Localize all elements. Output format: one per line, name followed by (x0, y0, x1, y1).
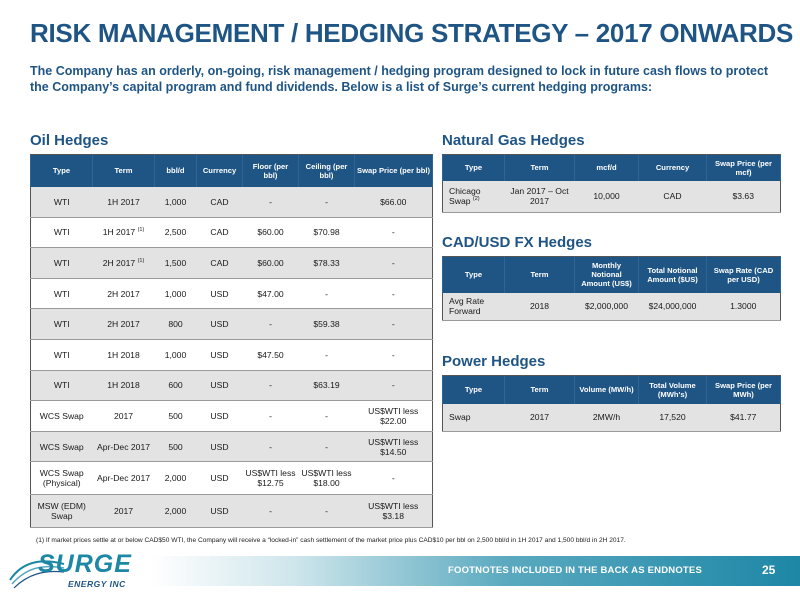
table-cell-bbld: 1,000 (155, 339, 197, 370)
column-header: Total Volume (MWh's) (639, 376, 707, 404)
column-header: Term (505, 257, 575, 293)
table-cell-swap: - (355, 278, 433, 309)
table-cell-volume: 10,000 (575, 181, 639, 213)
table-row (443, 404, 781, 432)
table-cell-ceiling: $59.38 (299, 309, 355, 340)
table-cell-floor: $47.00 (243, 278, 299, 309)
table-row (31, 339, 433, 370)
power-hedges-heading: Power Hedges (442, 353, 546, 370)
table-cell-bbld: 2,000 (155, 462, 197, 495)
table-cell-total: 17,520 (639, 404, 707, 432)
column-header: Total Notional Amount ($US) (639, 257, 707, 293)
table-cell-term: 2H 2017 $^{(1)}$ (93, 248, 155, 279)
table-cell-type: WTI (31, 309, 93, 340)
table-cell-bbld: 500 (155, 401, 197, 432)
table-row (31, 495, 433, 528)
table-cell-floor: - (243, 187, 299, 218)
fx-hedges-heading: CAD/USD FX Hedges (442, 234, 593, 251)
table-cell-floor: - (243, 495, 299, 528)
table-cell-term: 2H 2017 (93, 278, 155, 309)
table-cell-ceiling: $70.98 (299, 217, 355, 248)
table-row (443, 181, 781, 213)
table-cell-term: 2017 (93, 401, 155, 432)
column-header: Ceiling (per bbl) (299, 155, 355, 187)
intro-paragraph: The Company has an orderly, on-going, risk management / hedging program designed to lock in future cash flows to protect the Company’s capital program and fund dividends. Below is a list of Surge’s current hedging programs: (30, 64, 769, 94)
column-header: Swap Price (per mcf) (707, 155, 781, 181)
table-cell-currency: USD (197, 278, 243, 309)
table-cell-floor: US$WTI less $12.75 (243, 462, 299, 495)
footnote-marker: (1) (137, 258, 145, 265)
column-header: Swap Rate (CAD per USD) (707, 257, 781, 293)
table-cell-type: WTI (31, 248, 93, 279)
table-cell-type: Swap (443, 404, 505, 432)
table-cell-bbld: 500 (155, 431, 197, 462)
footnote-marker: (1) (137, 227, 145, 234)
table-cell-ceiling: - (299, 339, 355, 370)
column-header: Type (443, 376, 505, 404)
oil-hedges-table (30, 154, 433, 528)
table-cell-term: 1H 2017 $^{(1)}$ (93, 217, 155, 248)
table-cell-floor: - (243, 401, 299, 432)
table-cell-term: Jan 2017 – Oct 2017 (505, 181, 575, 213)
logo-wordmark: SURGE (38, 550, 132, 578)
table-cell-type: Avg Rate Forward (443, 293, 505, 321)
table-row (31, 248, 433, 279)
table-cell-currency: USD (197, 370, 243, 401)
table-cell-currency: USD (197, 462, 243, 495)
fx-hedges-table (442, 256, 781, 321)
table-cell-ceiling: - (299, 495, 355, 528)
column-header: Term (505, 155, 575, 181)
table-cell-total: $24,000,000 (639, 293, 707, 321)
table-cell-currency: CAD (639, 181, 707, 213)
table-cell-ceiling: $63.19 (299, 370, 355, 401)
gas-hedges-heading: Natural Gas Hedges (442, 132, 585, 149)
table-cell-type: WCS Swap (31, 431, 93, 462)
power-hedges-table (442, 375, 781, 432)
table-row (31, 401, 433, 432)
table-row (31, 370, 433, 401)
gas-hedges-table (442, 154, 781, 213)
table-cell-swap: - (355, 248, 433, 279)
logo-subtitle: ENERGY INC (68, 579, 126, 589)
table-cell-swap: - (355, 462, 433, 495)
oil-hedges-heading: Oil Hedges (30, 132, 109, 149)
table-cell-swap: US$WTI less $22.00 (355, 401, 433, 432)
table-cell-volume: 2MW/h (575, 404, 639, 432)
page-title: RISK MANAGEMENT / HEDGING STRATEGY – 2017 ONWARDS (30, 18, 794, 48)
table-cell-swap: US$WTI less $3.18 (355, 495, 433, 528)
table-cell-type: Chicago Swap $^{(2)}$ (443, 181, 505, 213)
table-row (31, 187, 433, 218)
column-header: Type (443, 155, 505, 181)
table-row (31, 278, 433, 309)
table-cell-floor: - (243, 309, 299, 340)
table-row (31, 309, 433, 340)
table-cell-term: 1H 2018 (93, 370, 155, 401)
column-header: Volume (MW/h) (575, 376, 639, 404)
column-header: Currency (639, 155, 707, 181)
column-header: Type (31, 155, 93, 187)
table-cell-currency: USD (197, 431, 243, 462)
table-row (31, 431, 433, 462)
column-header: Monthly Notional Amount (US$) (575, 257, 639, 293)
table-cell-floor: $60.00 (243, 217, 299, 248)
table-row (443, 293, 781, 321)
table-cell-currency: CAD (197, 248, 243, 279)
table-cell-rate: 1.3000 (707, 293, 781, 321)
table-cell-bbld: 1,000 (155, 187, 197, 218)
table-cell-currency: USD (197, 339, 243, 370)
table-cell-type: MSW (EDM) Swap (31, 495, 93, 528)
table-cell-currency: CAD (197, 217, 243, 248)
table-cell-bbld: 1,500 (155, 248, 197, 279)
table-cell-type: WTI (31, 278, 93, 309)
table-cell-term: 1H 2017 (93, 187, 155, 218)
table-cell-ceiling: - (299, 431, 355, 462)
table-cell-floor: - (243, 370, 299, 401)
page-number: 25 (762, 563, 776, 577)
table-row (31, 217, 433, 248)
table-cell-term: 2H 2017 (93, 309, 155, 340)
table-cell-term: Apr-Dec 2017 (93, 462, 155, 495)
table-cell-swap: $3.63 (707, 181, 781, 213)
table-cell-swap: - (355, 217, 433, 248)
table-cell-ceiling: - (299, 187, 355, 218)
footnote-marker: (2) (472, 196, 480, 203)
table-cell-swap: $66.00 (355, 187, 433, 218)
table-cell-bbld: 2,000 (155, 495, 197, 528)
table-cell-currency: USD (197, 495, 243, 528)
table-cell-floor: - (243, 431, 299, 462)
table-cell-bbld: 2,500 (155, 217, 197, 248)
table-cell-ceiling: US$WTI less $18.00 (299, 462, 355, 495)
table-cell-type: WTI (31, 187, 93, 218)
table-row (31, 462, 433, 495)
column-header: bbl/d (155, 155, 197, 187)
table-cell-swap: - (355, 309, 433, 340)
table-cell-term: 1H 2018 (93, 339, 155, 370)
table-cell-ceiling: $78.33 (299, 248, 355, 279)
table-cell-currency: USD (197, 309, 243, 340)
table-cell-term: Apr-Dec 2017 (93, 431, 155, 462)
table-cell-term: 2017 (505, 404, 575, 432)
table-cell-swap: $41.77 (707, 404, 781, 432)
table-cell-bbld: 1,000 (155, 278, 197, 309)
table-cell-swap: - (355, 370, 433, 401)
table-cell-type: WCS Swap (31, 401, 93, 432)
column-header: Swap Price (per bbl) (355, 155, 433, 187)
table-cell-type: WCS Swap (Physical) (31, 462, 93, 495)
table-cell-floor: $60.00 (243, 248, 299, 279)
table-cell-monthly: $2,000,000 (575, 293, 639, 321)
footer-endnotes-text: FOOTNOTES INCLUDED IN THE BACK AS ENDNOTES (448, 565, 702, 576)
column-header: mcf/d (575, 155, 639, 181)
table-cell-currency: USD (197, 401, 243, 432)
surge-logo (8, 548, 148, 596)
column-header: Type (443, 257, 505, 293)
table-cell-currency: CAD (197, 187, 243, 218)
table-cell-term: 2018 (505, 293, 575, 321)
table-cell-ceiling: - (299, 278, 355, 309)
column-header: Term (93, 155, 155, 187)
table-cell-type: WTI (31, 217, 93, 248)
table-cell-ceiling: - (299, 401, 355, 432)
table-cell-term: 2017 (93, 495, 155, 528)
table-cell-bbld: 800 (155, 309, 197, 340)
column-header: Swap Price (per MWh) (707, 376, 781, 404)
table-cell-bbld: 600 (155, 370, 197, 401)
column-header: Term (505, 376, 575, 404)
table-cell-type: WTI (31, 339, 93, 370)
table-cell-swap: US$WTI less $14.50 (355, 431, 433, 462)
column-header: Floor (per bbl) (243, 155, 299, 187)
column-header: Currency (197, 155, 243, 187)
table-cell-type: WTI (31, 370, 93, 401)
table-cell-floor: $47.50 (243, 339, 299, 370)
table-cell-swap: - (355, 339, 433, 370)
footnote-1: (1) If market prices settle at or below CAD$50 WTI, the Company will receive a “locked-in” cash settlement of the market price plus CAD$10 per bbl on 2,500 bbl/d in 1H 2017 and 1,500 bbl/d in 2H 2017. (36, 537, 626, 544)
